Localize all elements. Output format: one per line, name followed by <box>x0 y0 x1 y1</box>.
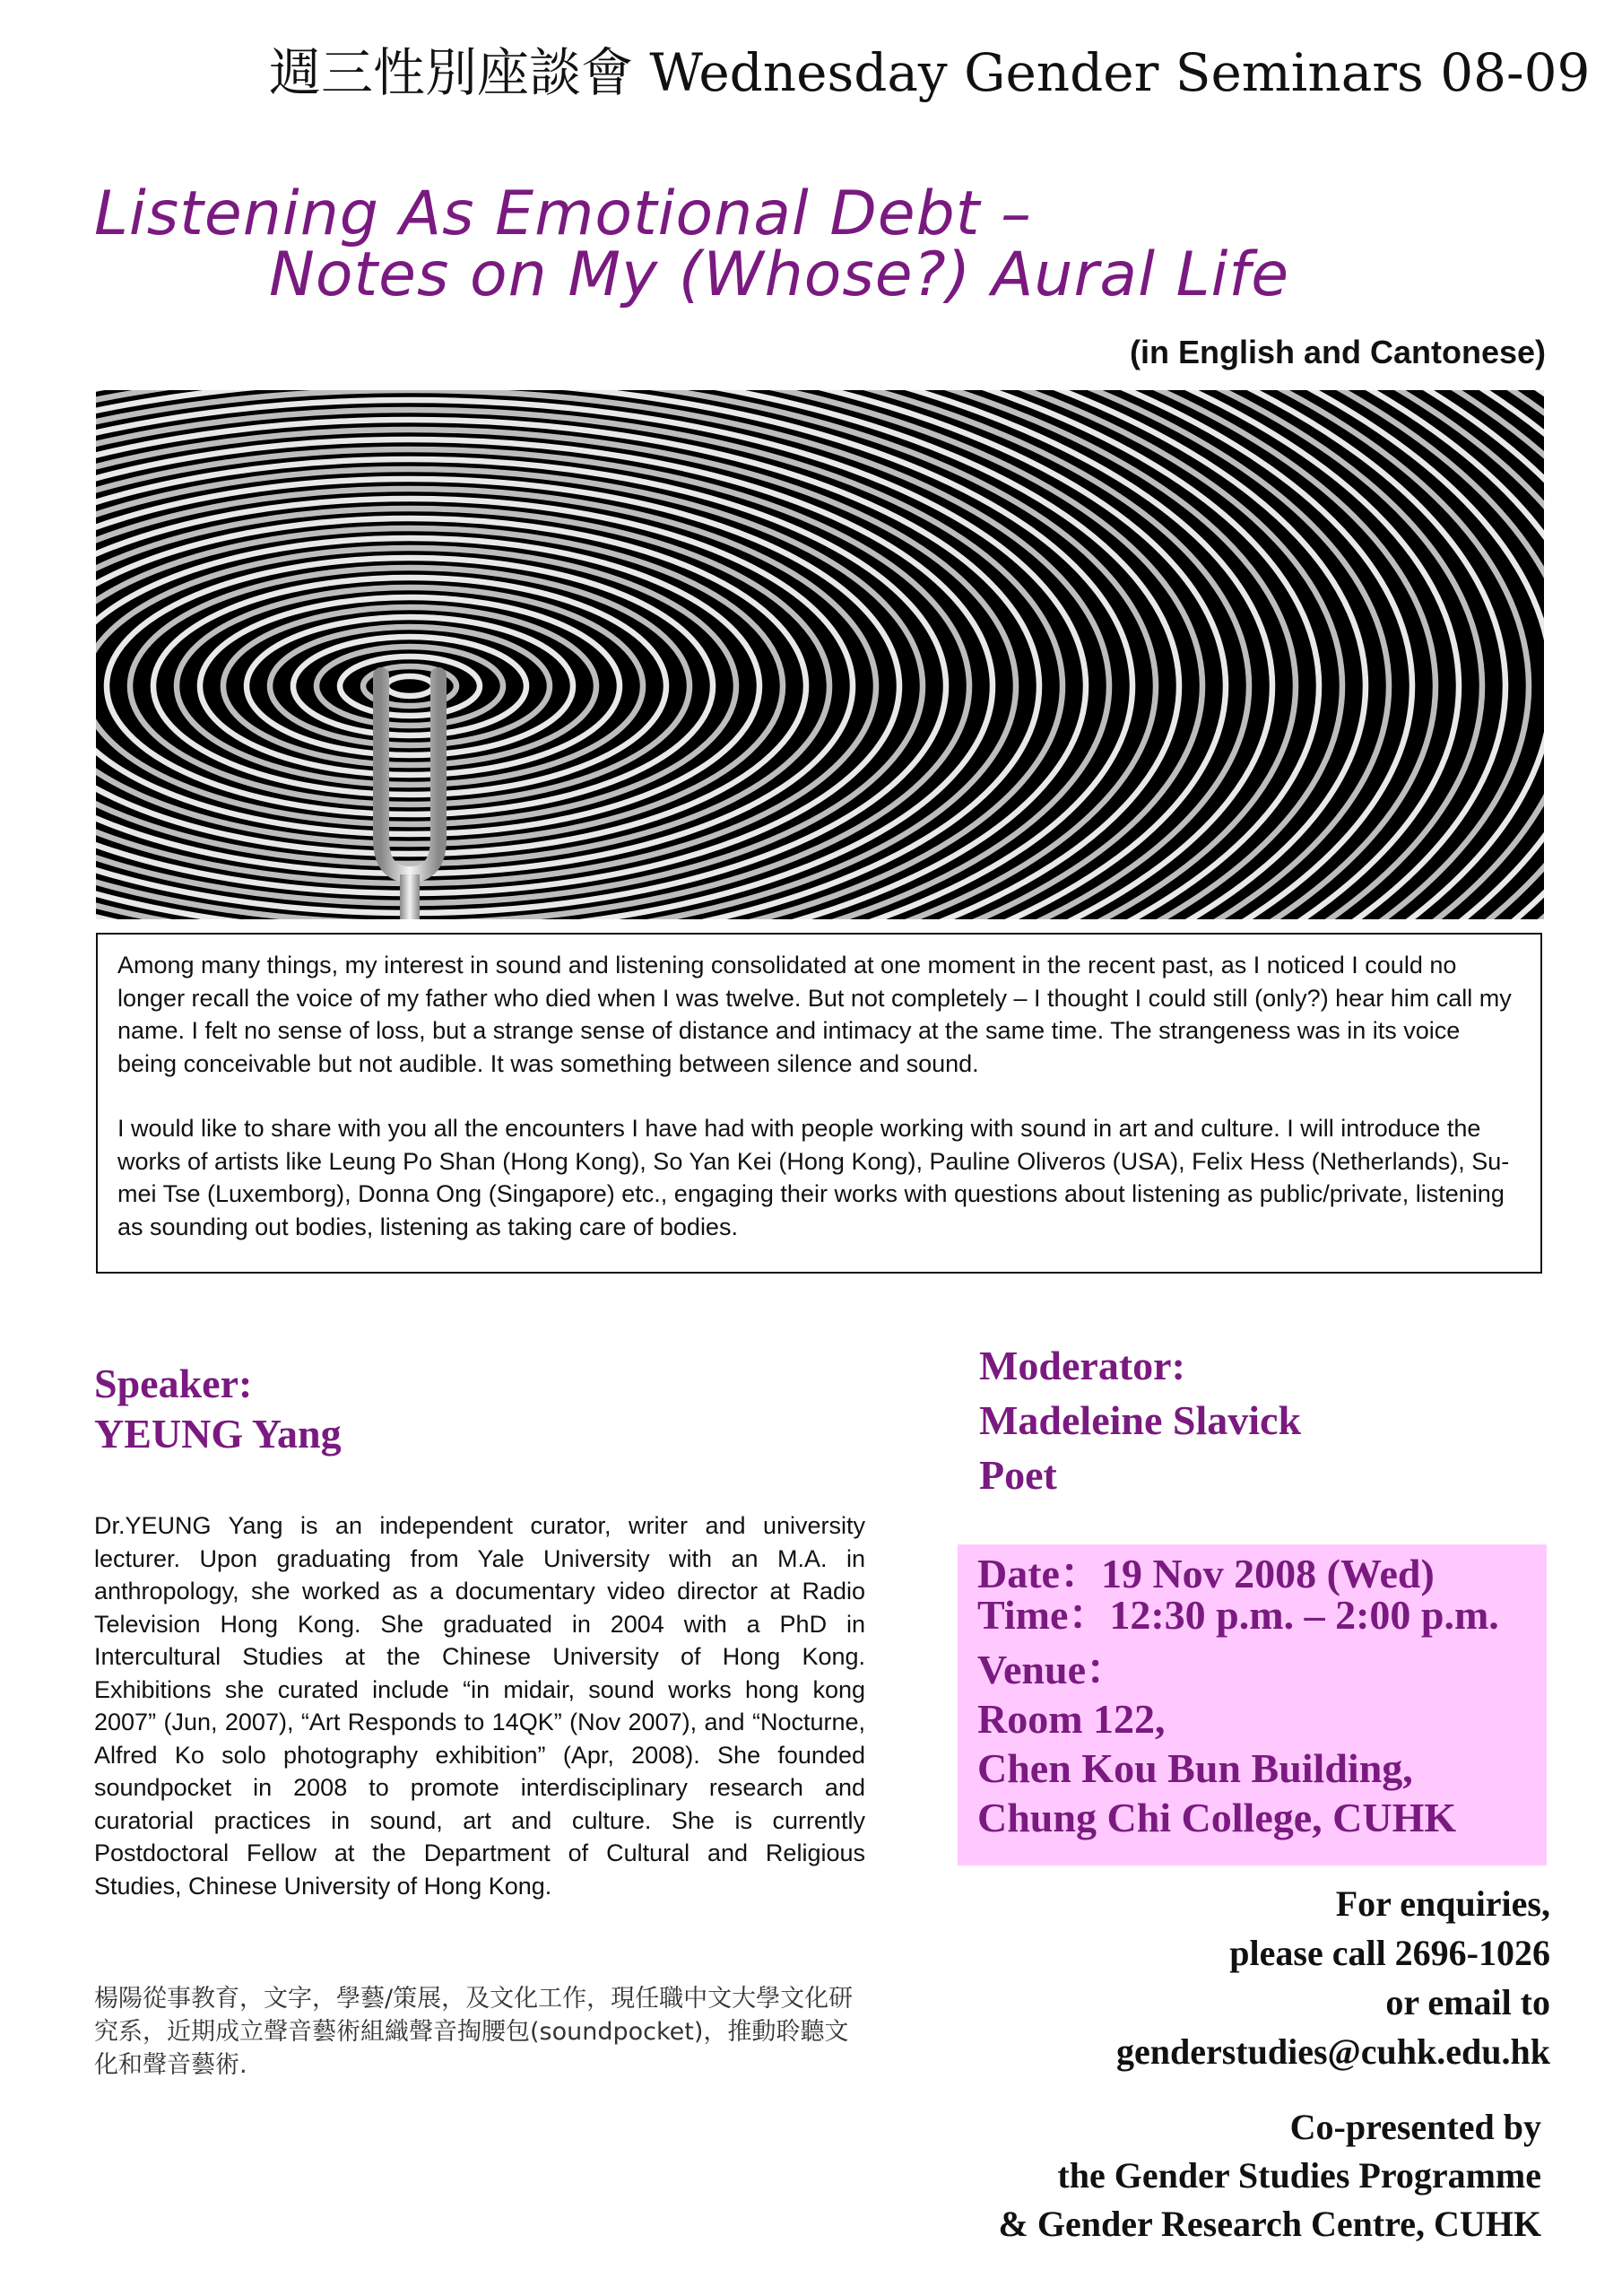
enquiries-email[interactable]: genderstudies@cuhk.edu.hk <box>1115 2031 1550 2072</box>
talk-title-line2: Notes on My (Whose?) Aural Life <box>269 239 1290 310</box>
moderator-label: Moderator: <box>979 1343 1185 1388</box>
language-note: (in English and Cantonese) <box>1129 334 1546 370</box>
enquiries-block <box>1116 1879 1550 2076</box>
series-title: 週三性別座談會 Wednesday Gender Seminars 08-09 <box>269 42 1591 103</box>
copresented-line-2: the Gender Studies Programme <box>1057 2155 1541 2196</box>
speaker-bio-en: Dr.YEUNG Yang is an independent curator, writer and university lecturer. Upon graduating from Yale University with an M.A. in anthropology, she worked as a documentary video director at Radio Television Hong Kong. She graduated in 2004 with a PhD in Intercultural Studies at the Chinese University of Hong Kong. Exhibitions she curated include “in midair, sound works hong kong 2007” (Jun, 2007), “Art Responds to 14QK” (Nov 2007), and “Nocturne, Alfred Ko solo photography exhibition” (Apr, 2008). She founded soundpocket in 2008 to promote interdisciplinary research and curatorial practices in sound, art and culture. She is currently Postdoctoral Fellow at the Department of Cultural and Religious Studies, Chinese University of Hong Kong. <box>94 1512 865 1900</box>
talk-title-line1: Listening As Emotional Debt – <box>94 178 1033 249</box>
moderator-block <box>979 1338 1301 1502</box>
venue-line-1: Room 122, <box>977 1696 1166 1742</box>
moderator-name: Madeleine Slavick <box>979 1397 1302 1443</box>
enquiries-line-3: or email to <box>1385 1982 1550 2022</box>
venue-label: Venue： <box>977 1647 1127 1692</box>
copresented-line-1: Co-presented by <box>1289 2107 1541 2147</box>
sound-waves-graphic <box>96 390 1544 919</box>
moderator-role: Poet <box>979 1452 1057 1498</box>
talk-title <box>94 178 1349 310</box>
enquiries-phone: please call 2696-1026 <box>1229 1933 1550 1973</box>
event-time: Time：12:30 p.m. – 2:00 p.m. <box>977 1592 1499 1638</box>
speaker-heading <box>94 1359 342 1459</box>
speaker-bio-zh: 楊陽從事教育，文字，學藝/策展，及文化工作，現任職中文大學文化研究系，近期成立聲音藝術組織聲音掏腰包(soundpocket)，推動聆聽文化和聲音藝術. <box>94 1985 854 2079</box>
speaker-name: YEUNG Yang <box>94 1411 342 1457</box>
event-details-box <box>958 1544 1547 1866</box>
venue-line-2: Chen Kou Bun Building, <box>977 1745 1413 1791</box>
abstract-paragraph-2: I would like to share with you all the encounters I have had with people working with sound in art and culture. I will introduce the works of artists like Leung Po Shan (Hong Kong), So Yan Kei (Hong Kong), Pauline Oliveros (USA), Felix Hess (Netherlands), Su-mei Tse (Luxemborg), Donna Ong (Singapore) etc., engaging their works with questions about listening as public/private, listening as sounding out bodies, listening as taking care of bodies. <box>117 1115 1510 1240</box>
event-date: Date：19 Nov 2008 (Wed) <box>977 1551 1435 1596</box>
copresented-block <box>999 2103 1541 2248</box>
venue-line-3: Chung Chi College, CUHK <box>977 1795 1457 1840</box>
copresented-line-3: & Gender Research Centre, CUHK <box>998 2204 1541 2244</box>
enquiries-line-1: For enquiries, <box>1335 1883 1550 1924</box>
abstract-box <box>96 933 1542 1274</box>
event-venue <box>977 1645 1547 1842</box>
speaker-label: Speaker: <box>94 1361 253 1406</box>
abstract-paragraph-1: Among many things, my interest in sound and listening consolidated at one moment in the recent past, as I noticed I could no longer recall the voice of my father who died when I was twelve. But not completely – I thought I could still (only?) hear him call my name. I felt no sense of loss, but a strange sense of distance and intimacy at the same time. The strangeness was in its voice being conceivable but not audible. It was something between silence and sound. <box>117 952 1512 1077</box>
tuning-fork-sound-waves-image <box>96 390 1544 919</box>
